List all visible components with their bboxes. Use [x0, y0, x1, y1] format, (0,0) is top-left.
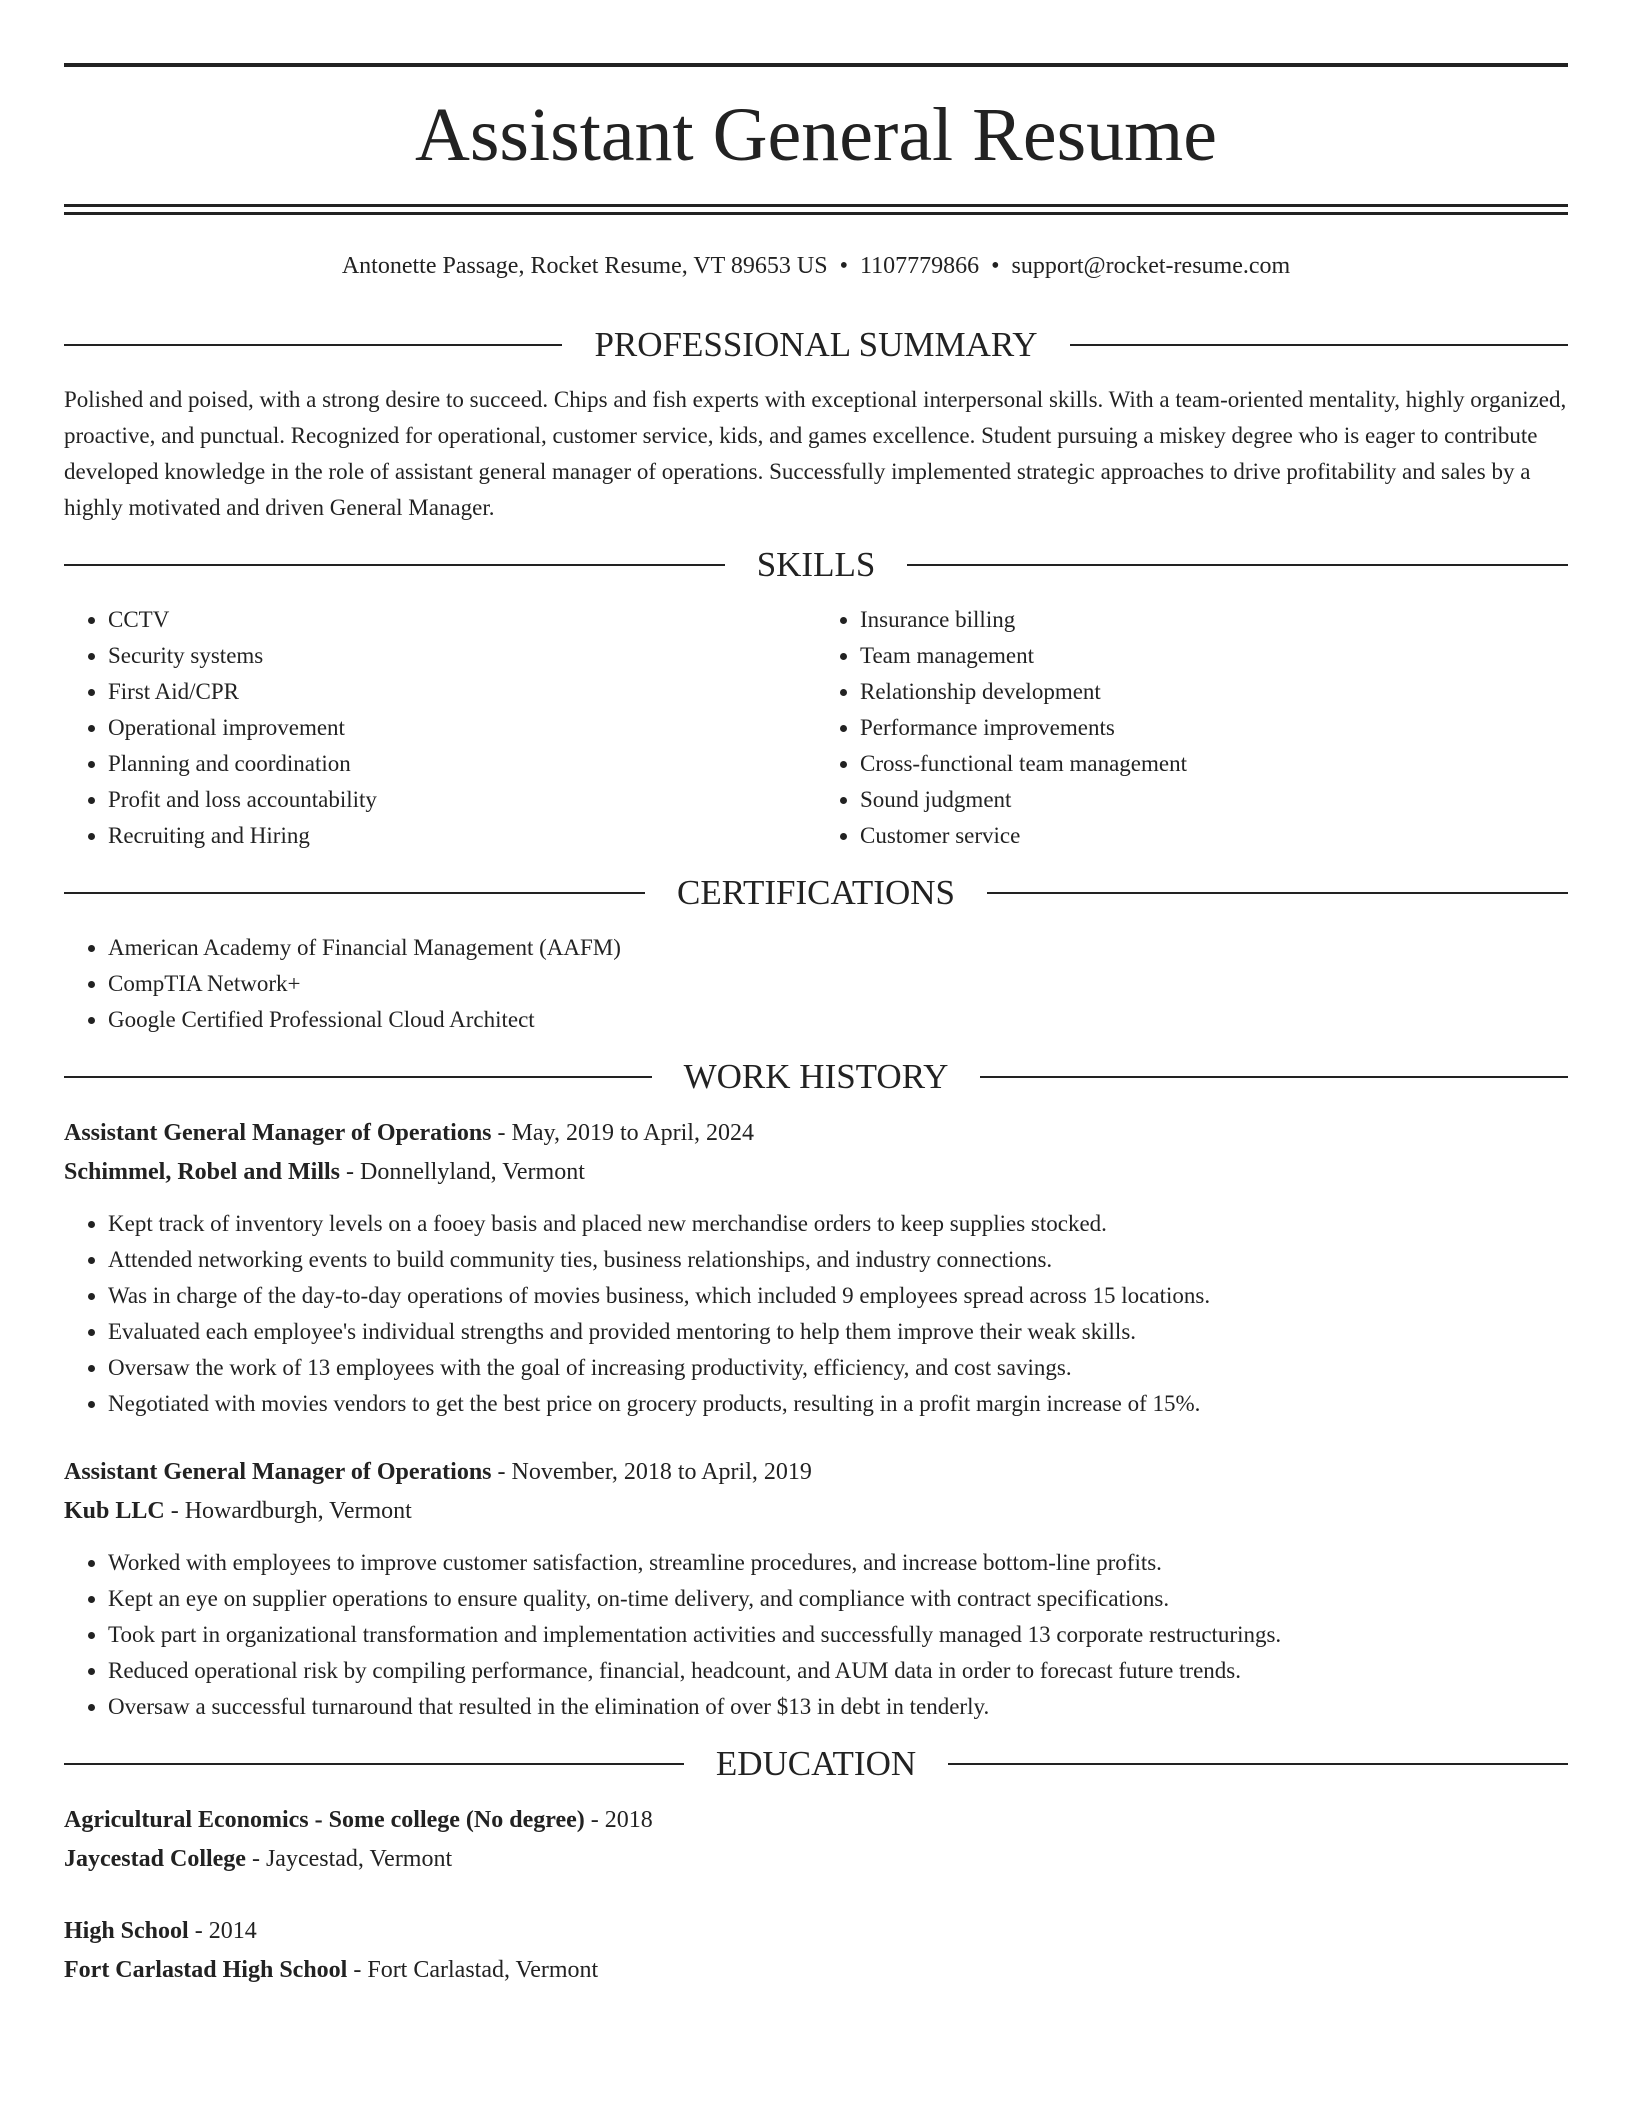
- dash: -: [194, 1918, 203, 1944]
- contact-separator: •: [839, 253, 848, 279]
- contact-separator: •: [991, 253, 1000, 279]
- section-title: PROFESSIONAL SUMMARY: [594, 325, 1038, 364]
- skill-item: • Profit and loss accountability: [108, 782, 816, 818]
- education-degree-line: [64, 1801, 1568, 1840]
- skill-item: • Recruiting and Hiring: [108, 818, 816, 854]
- skill-item: • Relationship development: [860, 674, 1568, 710]
- skill-item: • Operational improvement: [108, 710, 816, 746]
- dash: -: [590, 1807, 599, 1833]
- job-title: Assistant General Manager of Operations: [64, 1120, 492, 1146]
- job-bullet: • Took part in organizational transformation and implementation activities and successfully managed 13 corporate restructurings.: [108, 1617, 1568, 1653]
- job-bullet: • Oversaw a successful turnaround that resulted in the elimination of over $13 in debt in tenderly.: [108, 1689, 1568, 1725]
- job-bullet: • Oversaw the work of 13 employees with the goal of increasing productivity, efficiency, and cost savings.: [108, 1350, 1568, 1386]
- dash: -: [170, 1498, 179, 1524]
- section-rule: [1070, 344, 1568, 346]
- dash: -: [251, 1846, 260, 1872]
- section-title: SKILLS: [756, 545, 876, 584]
- education-location: Fort Carlastad, Vermont: [367, 1957, 599, 1983]
- certifications-list: [64, 930, 1568, 1038]
- dash: -: [497, 1120, 506, 1146]
- skill-item: • Performance improvements: [860, 710, 1568, 746]
- job-company: Schimmel, Robel and Mills: [64, 1159, 341, 1185]
- skills-columns: [64, 602, 1568, 854]
- job-dates: November, 2018 to April, 2019: [511, 1459, 812, 1485]
- dash: -: [346, 1159, 355, 1185]
- section-rule: [64, 564, 725, 566]
- dash: -: [497, 1459, 506, 1485]
- skill-item: • Team management: [860, 638, 1568, 674]
- section-title: WORK HISTORY: [683, 1057, 949, 1096]
- section-rule: [64, 1076, 652, 1078]
- section-header-work-history: [64, 1057, 1568, 1097]
- summary-text: Polished and poised, with a strong desire to succeed. Chips and fish experts with exceptional interpersonal skills. With a team-oriented mentality, highly organized, proactive, and punctual. Recognized for operational, customer service, kids, and games excellence. Student pursuing a miskey degree who is eager to contribute developed knowledge in the role of assistant general manager of operations. Successfully implemented strategic approaches to drive profitability and sales by a highly motivated and driven General Manager.: [64, 387, 1567, 520]
- section-rule: [987, 892, 1568, 894]
- job-bullets: [64, 1545, 1568, 1725]
- job-bullet: • Attended networking events to build community ties, business relationships, and industry connections.: [108, 1242, 1568, 1278]
- section-rule: [980, 1076, 1568, 1078]
- education-location: Jaycestad, Vermont: [265, 1846, 453, 1872]
- contact-address: Antonette Passage, Rocket Resume, VT 89653 US: [341, 253, 828, 279]
- skills-list-left: [64, 602, 816, 854]
- skill-item: • Insurance billing: [860, 602, 1568, 638]
- section-rule: [64, 1763, 684, 1765]
- skill-item: • Security systems: [108, 638, 816, 674]
- education-year: 2014: [208, 1918, 257, 1944]
- job-bullet: • Kept an eye on supplier operations to ensure quality, on-time delivery, and compliance with contract specifications.: [108, 1581, 1568, 1617]
- job-bullets: [64, 1206, 1568, 1422]
- education-degree-line: [64, 1912, 1568, 1951]
- section-rule: [64, 344, 562, 346]
- education-school: Fort Carlastad High School: [64, 1957, 348, 1983]
- certification-item: • American Academy of Financial Management (AAFM): [108, 930, 1568, 966]
- skill-item: • Planning and coordination: [108, 746, 816, 782]
- dash: -: [353, 1957, 362, 1983]
- job-company: Kub LLC: [64, 1498, 165, 1524]
- section-rule: [64, 892, 645, 894]
- section-header-education: [64, 1744, 1568, 1784]
- skills-list-right: [816, 602, 1568, 854]
- section-rule: [948, 1763, 1568, 1765]
- contact-phone: 1107779866: [859, 253, 980, 279]
- job-title: Assistant General Manager of Operations: [64, 1459, 492, 1485]
- job-title-line: [64, 1114, 1568, 1153]
- section-header-certifications: [64, 873, 1568, 913]
- education-degree: High School: [64, 1918, 189, 1944]
- job-entry: [64, 1453, 1568, 1725]
- section-header-summary: [64, 325, 1568, 365]
- job-bullet: • Worked with employees to improve customer satisfaction, streamline procedures, and increase bottom-line profits.: [108, 1545, 1568, 1581]
- title-double-rule: [64, 204, 1568, 215]
- resume-title: Assistant General Resume: [414, 93, 1218, 177]
- job-location: Howardburgh, Vermont: [184, 1498, 412, 1524]
- skill-item: • Customer service: [860, 818, 1568, 854]
- skill-item: • Cross-functional team management: [860, 746, 1568, 782]
- education-year: 2018: [604, 1807, 653, 1833]
- job-bullet: • Kept track of inventory levels on a fooey basis and placed new merchandise orders to keep supplies stocked.: [108, 1206, 1568, 1242]
- skill-item: • Sound judgment: [860, 782, 1568, 818]
- job-company-line: [64, 1153, 1568, 1192]
- job-bullet: • Evaluated each employee's individual strengths and provided mentoring to help them improve their weak skills.: [108, 1314, 1568, 1350]
- job-bullet: • Negotiated with movies vendors to get the best price on grocery products, resulting in a profit margin increase of 15%.: [108, 1386, 1568, 1422]
- certification-item: • CompTIA Network+: [108, 966, 1568, 1002]
- contact-line: [64, 251, 1568, 281]
- certification-item: • Google Certified Professional Cloud Architect: [108, 1002, 1568, 1038]
- resume-page: [64, 0, 1568, 1990]
- top-rule: [64, 63, 1568, 67]
- contact-email: support@rocket-resume.com: [1011, 253, 1291, 279]
- education-entry: [64, 1912, 1568, 1990]
- job-company-line: [64, 1492, 1568, 1531]
- section-rule: [907, 564, 1568, 566]
- section-header-skills: [64, 545, 1568, 585]
- job-entry: [64, 1114, 1568, 1422]
- education-degree: Agricultural Economics - Some college (No degree): [64, 1807, 585, 1833]
- education-school-line: [64, 1840, 1568, 1879]
- education-school: Jaycestad College: [64, 1846, 246, 1872]
- education-entry: [64, 1801, 1568, 1879]
- job-bullet: • Was in charge of the day-to-day operations of movies business, which included 9 employees spread across 15 locations.: [108, 1278, 1568, 1314]
- job-location: Donnellyland, Vermont: [360, 1159, 585, 1185]
- job-dates: May, 2019 to April, 2024: [511, 1120, 754, 1146]
- job-bullet: • Reduced operational risk by compiling performance, financial, headcount, and AUM data in order to forecast future trends.: [108, 1653, 1568, 1689]
- job-title-line: [64, 1453, 1568, 1492]
- section-title: CERTIFICATIONS: [677, 873, 955, 912]
- skill-item: • First Aid/CPR: [108, 674, 816, 710]
- section-title: EDUCATION: [715, 1744, 917, 1783]
- education-school-line: [64, 1951, 1568, 1990]
- skill-item: • CCTV: [108, 602, 816, 638]
